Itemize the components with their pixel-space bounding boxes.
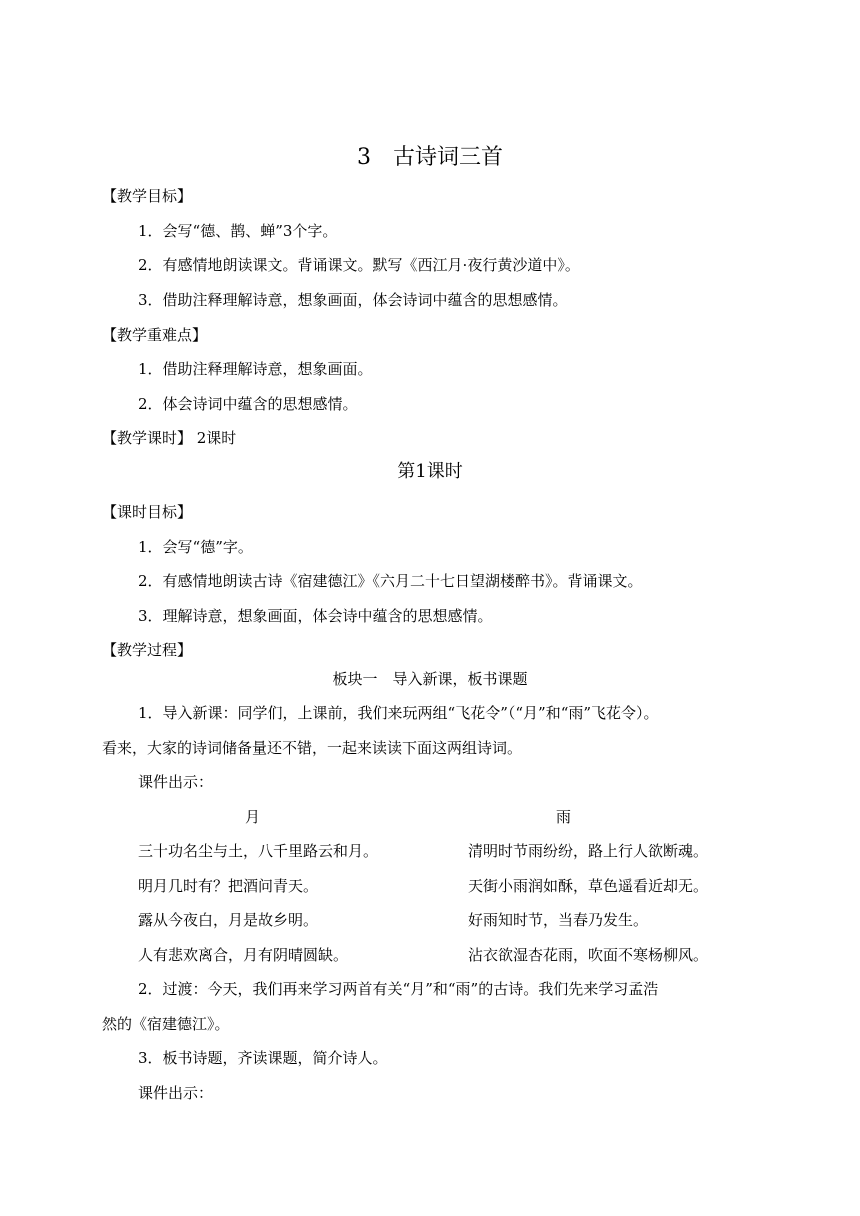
process-heading: 【教学过程】 — [102, 641, 193, 659]
goal-item: 3．借助注释理解诗意，想象画面，体会诗词中蕴含的思想感情。 — [138, 291, 568, 309]
key-point-item: 2．体会诗词中蕴含的思想感情。 — [138, 395, 358, 413]
lesson-goal-item: 1．会写“德”字。 — [138, 538, 253, 556]
rain-poem-line: 好雨知时节，当春乃发生。 — [468, 911, 649, 929]
page-title: 3 古诗词三首 — [357, 145, 503, 170]
block-title: 板块一 导入新课，板书课题 — [332, 670, 528, 688]
moon-column-heading: 月 — [245, 808, 261, 826]
moon-poem-line: 明月几时有？把酒问青天。 — [138, 877, 319, 895]
intro-paragraph-line: 1．导入新课：同学们，上课前，我们来玩两组“飞花令”（“月”和“雨”飞花令）。 — [138, 704, 659, 722]
step-three-line: 3．板书诗题，齐读课题，简介诗人。 — [138, 1049, 388, 1067]
rain-column-heading: 雨 — [556, 808, 572, 826]
courseware-label: 课件出示： — [138, 1084, 214, 1102]
transition-paragraph-line: 2．过渡：今天，我们再来学习两首有关“月”和“雨”的古诗。我们先来学习孟浩 — [138, 980, 659, 998]
lesson-goal-item: 2．有感情地朗读古诗《宿建德江》《六月二十七日望湖楼醉书》。背诵课文。 — [138, 572, 643, 590]
rain-poem-line: 天街小雨润如酥，草色遥看近却无。 — [468, 877, 709, 895]
rain-poem-line: 清明时节雨纷纷，路上行人欲断魂。 — [468, 842, 709, 860]
key-point-item: 1．借助注释理解诗意，想象画面。 — [138, 360, 373, 378]
transition-paragraph-line: 然的《宿建德江》。 — [102, 1015, 230, 1033]
moon-poem-line: 人有悲欢离合，月有阴晴圆缺。 — [138, 946, 349, 964]
goal-item: 1．会写“德、鹊、蝉”3个字。 — [138, 222, 338, 240]
goals-heading: 【教学目标】 — [102, 187, 193, 205]
lesson-title: 第1课时 — [397, 461, 463, 482]
courseware-label: 课件出示： — [138, 773, 214, 791]
moon-poem-line: 露从今夜白，月是故乡明。 — [138, 911, 319, 929]
class-hours-line: 【教学课时】 2课时 — [102, 429, 237, 447]
moon-poem-line: 三十功名尘与土，八千里路云和月。 — [138, 842, 379, 860]
lesson-goals-heading: 【课时目标】 — [102, 503, 193, 521]
lesson-goal-item: 3．理解诗意，想象画面，体会诗中蕴含的思想感情。 — [138, 607, 493, 625]
goal-item: 2．有感情地朗读课文。背诵课文。默写《西江月·夜行黄沙道中》。 — [138, 256, 580, 274]
key-points-heading: 【教学重难点】 — [102, 326, 208, 344]
intro-paragraph-line: 看来，大家的诗词储备量还不错，一起来读读下面这两组诗词。 — [102, 739, 523, 757]
rain-poem-line: 沾衣欲湿杏花雨，吹面不寒杨柳风。 — [468, 946, 709, 964]
